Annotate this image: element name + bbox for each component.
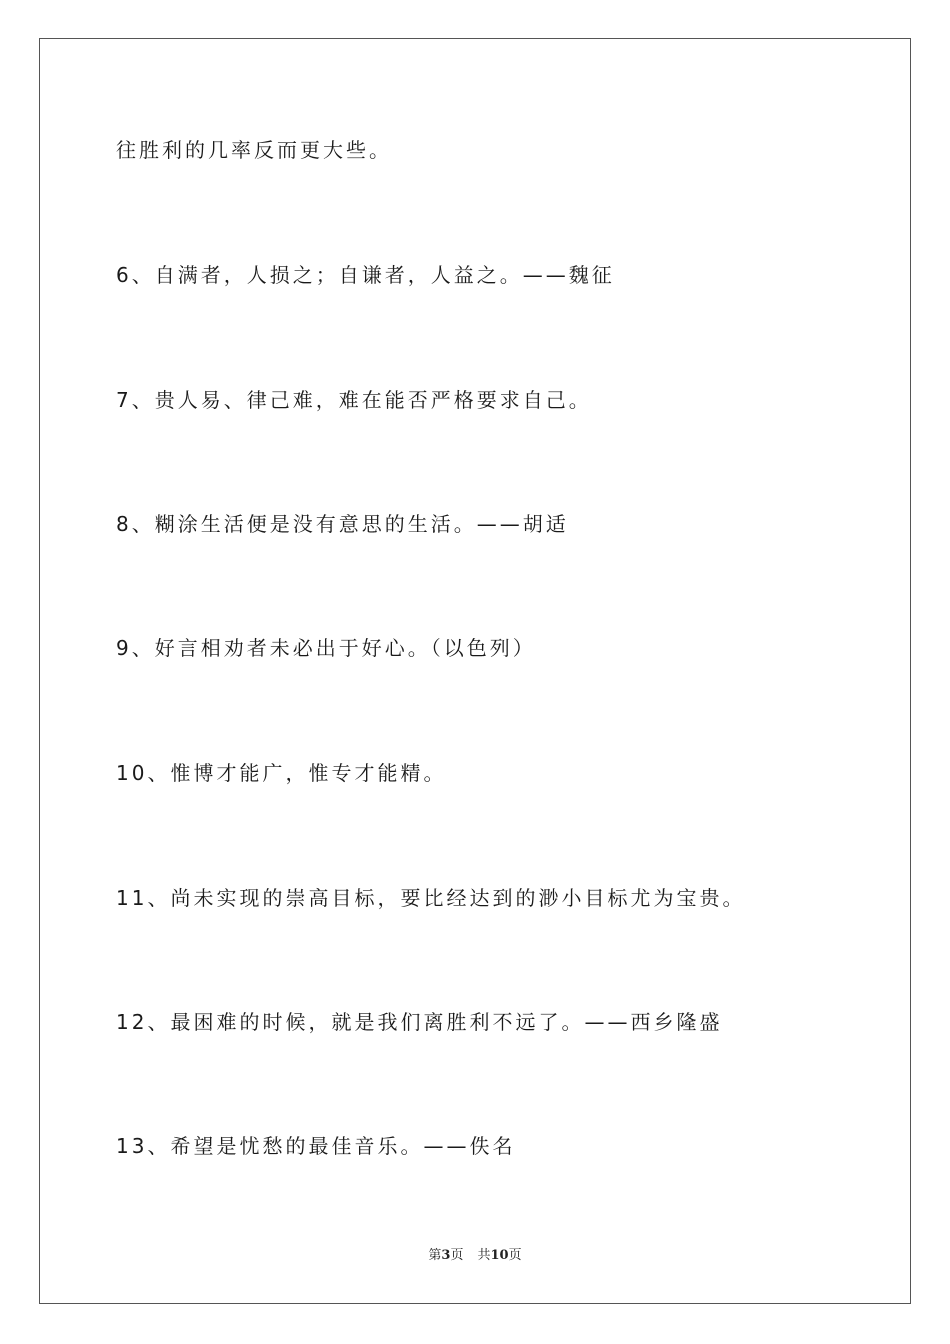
quote-10: 10、惟博才能广，惟专才能精。 xyxy=(116,761,447,785)
quote-12: 12、最困难的时候，就是我们离胜利不远了。——西乡隆盛 xyxy=(116,1010,723,1034)
page-footer xyxy=(0,1247,950,1265)
total-prefix: 共 xyxy=(477,1248,491,1263)
total-suffix: 页 xyxy=(508,1248,522,1263)
quote-8: 8、糊涂生活便是没有意思的生活。——胡适 xyxy=(116,512,569,536)
quote-6: 6、自满者，人损之；自谦者，人益之。——魏征 xyxy=(116,263,615,287)
quote-11: 11、尚未实现的崇高目标，要比经达到的渺小目标尤为宝贵。 xyxy=(116,886,746,910)
text-line-continuation: 往胜利的几率反而更大些。 xyxy=(116,138,392,162)
quote-7: 7、贵人易、律己难，难在能否严格要求自己。 xyxy=(116,388,592,412)
page-border xyxy=(39,38,911,1304)
total-pages: 10 xyxy=(490,1248,509,1263)
quote-9: 9、好言相劝者未必出于好心。（以色列） xyxy=(116,636,536,660)
quote-13: 13、希望是忧愁的最佳音乐。——佚名 xyxy=(116,1134,516,1158)
page-number: 3 xyxy=(441,1248,451,1263)
page-suffix: 页 xyxy=(450,1248,464,1263)
page-prefix: 第 xyxy=(428,1248,442,1263)
